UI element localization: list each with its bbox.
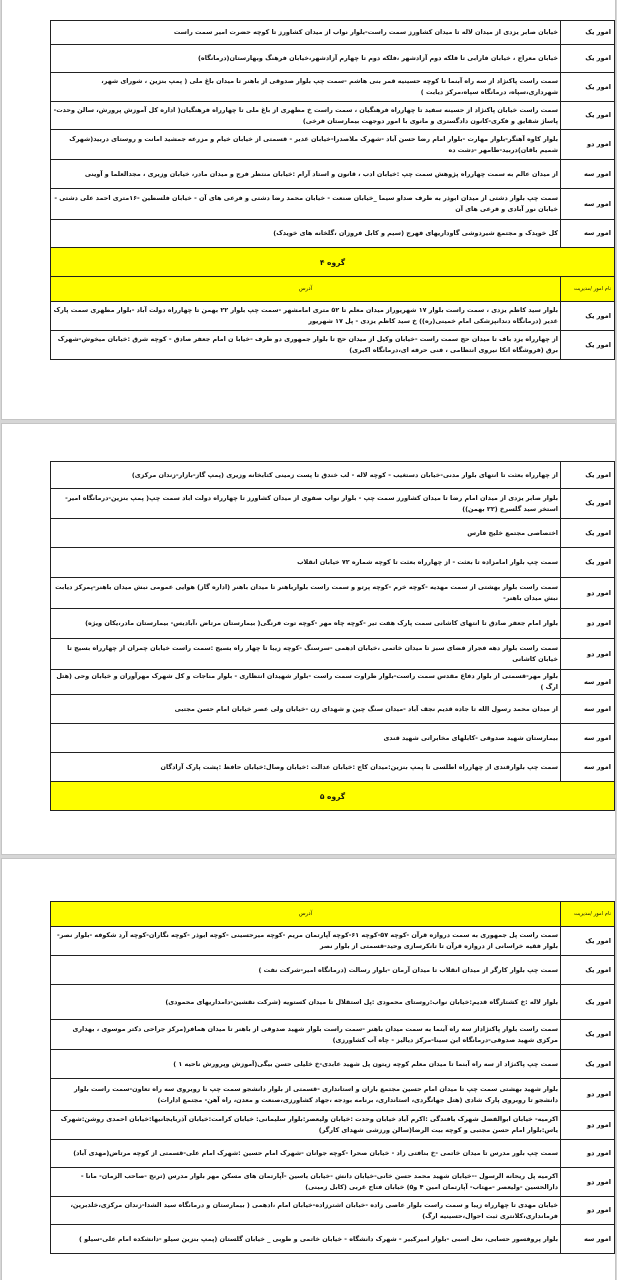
management-cell: امور یک (561, 45, 615, 73)
table-row (51, 1079, 615, 1111)
table-row (51, 578, 615, 609)
address-cell: خیابان معراج ، خیابان فارابی تا فلکه دوم آزادشهر ،فلکه دوم تا چهارم آزادشهر،خیابان فرهنگ وبهارستان(درمانگاه) (51, 45, 561, 73)
management-cell: امور سه (561, 724, 615, 753)
management-cell: امور سه (561, 670, 615, 695)
management-cell: امور دو (561, 1140, 615, 1168)
address-cell: بلوار مهر-قسمتی از بلوار دفاع مقدس سمت راست-بلوار طراوت سمت راست -بلوار شهیدان انتظاری - بلوار مناجات و کل شهرک مهرآوران و خیابان وحی (هتل ارگ ) (51, 670, 561, 695)
management-cell: امور دو (561, 1168, 615, 1197)
group-title: گروه ۵ (51, 782, 615, 811)
table-row (51, 302, 615, 331)
table-row (51, 1050, 615, 1079)
table-row (51, 519, 615, 548)
table-row (51, 102, 615, 130)
table-row (51, 956, 615, 985)
management-cell: امور یک (561, 519, 615, 548)
address-cell: سمت چپ بلوار امامزاده تا بعثت - از چهارراه بعثت تا کوچه شماره ۷۲ خیابان انقلاب (51, 548, 561, 578)
address-cell: سمت راست خیابان پاکنژاد از حسینه سفید تا چهارراه فرهنگیان ، سمت راست خ مطهری از باغ ملی تا چهارراه فرهنگیان( اداره کل آموزش پرورش، سالن وحدت-پاساژ شقایق و فکری-کانون دادگستری و مانوی با امور دوجهت بیمارستان فرخی) (51, 102, 561, 130)
management-cell: امور یک (561, 302, 615, 331)
table-row (51, 639, 615, 670)
address-cell: بلوار پروفسور حسابی، نعل اسبی -بلوار امیرکبیر - شهرک دانشگاه - خیابان خاتمی و طوبی _ خیابان گلستان (پمپ بنزین سیلو -دانشکده امام علی-سیلو ) (51, 1225, 561, 1254)
table-row (51, 1225, 615, 1254)
address-cell: بلوار صابر یزدی از میدان امام رضا تا میدان کشاورز سمت چپ - بلوار نواب صفوی از میدان کشاورز تا چهارراه دولت اباد سمت چپ( پمپ بنزین-درمانگاه امیر-استخر سید گلسرخ (۲۲ بهمن)) (51, 489, 561, 519)
table-row (51, 724, 615, 753)
address-cell: سمت چپ بلوار دشتی از میدان ابوذر به طرف صداو سیما _خیابان صنعت - خیابان محمد رضا دشتی و فرعی های آن - خیابان فلسطین -۱۶متری احمد علی دشتی - خیابان نور آبادی و فرعی های آن (51, 189, 561, 220)
address-cell: بلوار لاله :خ کشتارگاه قدیم:خیابان نواب:روستای محمودی :پل استقلال تا میدان کستویه (شرکت نقشین-دامداریهای محمودی) (51, 985, 561, 1020)
table-row (51, 1197, 615, 1225)
table-row (51, 1168, 615, 1197)
table-row (51, 21, 615, 45)
column-header-management: نام امور /مدیریت (561, 277, 615, 302)
group-title: گروه ۴ (51, 248, 615, 277)
address-cell: از میدان محمد رسول الله تا جاده قدیم نجف آباد -میدان سنگ چین و شهدای زن -خیابان ولی عصر خیابان امام حسن مجتبی (51, 695, 561, 724)
management-cell: امور یک (561, 1050, 615, 1079)
column-header-management: نام امور /مدیریت (561, 902, 615, 927)
address-cell: خیابان مهدی تا چهارراه زیبا و سمت راست بلوار عاصی زاده -خیابان اشترزاده-خیابان امام ،ادهمی ( بیمارستان و درمانگاه سید الشدا-زندان مرکزی،خلدبرین، فرمانداری،کلانتری ثبت احوال،حسینیه ارگ) (51, 1197, 561, 1225)
management-cell: امور دو (561, 1111, 615, 1140)
address-cell: اکرمیه پل ریحانه الرسول --خیابان شهید محمد حسن خانی-خیابان دانش -خیابان یاسین -آپارتمان های مسکن مهر بلوار مدرس (ترنج -صاحب الزمان- مانا - دارالحسین -ولیعصر -مهتاب- آپارتمان امین ۴ و۵) خیابان فتاح غربی (کابل زمینی) (51, 1168, 561, 1197)
management-cell: امور یک (561, 102, 615, 130)
table-row (51, 331, 615, 360)
table-row (51, 45, 615, 73)
address-cell: اکرمیه- خیابان ابوالفضل شهرک بافندگی :اکرم آباد خیابان وحدت :خیابان ولیعصر:بلوار سلیمانی: خیابان کرامت:خیابان آذربایجانیها:خیابان احمدی روشن:شهرک یاس:بلوار امام حسن مجتبی و کوچه بیت الرضا(سالن ورزشی شهدای کارگر) (51, 1111, 561, 1140)
management-cell: امور سه (561, 189, 615, 220)
management-cell: امور دو (561, 639, 615, 670)
address-cell: کل خویدک و مجتمع شیردوشی گاوداریهای فهرج (سیم و کابل فروزان ،گلخانه های خویدک) (51, 220, 561, 248)
management-cell: امور سه (561, 1225, 615, 1254)
management-cell: امور یک (561, 73, 615, 102)
address-cell: سمت راست پاکنژاد از سه راه آبنما تا کوچه حسینیه قمر بنی هاشم -سمت چپ بلوار صدوقی از باهنر تا میدان باغ ملی ( پمپ بنزین ، شورای شهر، شهرداری،سپاه، درمانگاه سپاه،مرکز دیابت ) (51, 73, 561, 102)
address-cell: سمت راست پل جمهوری به سمت دروازه قرآن -کوچه ۵۷-کوچه ۶۱-کوچه آپارتمان مریم -کوچه میرحسینی -کوچه ابوذر -کوچه نگاران-کوچه آرد شکوفه -بلوار نصر- بلوار فقیه خراسانی از دروازه قرآن تا تانکرسازی وحید-قسمتی از بلوار نصر (51, 927, 561, 956)
table-row (51, 985, 615, 1020)
address-cell: سمت راست بلوار دهه فجراز فضای سبز تا میدان خاتمی ،خیابان ادهمی -سرسنگ -کوچه زیبا تا چهار راه بسیج :سمت راست خیابان چمران از چهارراه بسیج تا خیابان کاشانی (51, 639, 561, 670)
table-row (51, 609, 615, 639)
management-cell: امور سه (561, 695, 615, 724)
outage-table-page-3 (50, 901, 615, 1254)
management-cell: امور یک (561, 985, 615, 1020)
address-cell: سمت راست بلوار بهشتی از سمت مهدیه -کوچه خرم -کوچه پرتو و سمت راست بلوارباهنر تا میدان باهنر (اداره گاز) هوایی عمومی نبش میدان باهنر-پمرکز دیابت نبش میدان باهنر- (51, 578, 561, 609)
address-cell: از میدان عالم به سمت چهارراه پژوهش سمت چپ :خیابان ادب ، قانون و استاد آرام :خیابان منتظر فرج و میدان مادر، خیابان وزیری ، مجدالعلما و آوینی (51, 160, 561, 189)
address-cell: از چهارراه یزد باف تا میدان حج سمت راست -خیابان وکیل از میدان حج تا بلوار جمهوری دو طرف -خیابا ن امام جعفر صادق - کوچه شرق :خیابان میخوش-شهرک برق (فروشگاه اتکا نیروی انتظامی ، فنی حرفه ای،درمانگاه اکبری) (51, 331, 561, 360)
document-page-3 (1, 858, 616, 1280)
management-cell: امور دو (561, 1197, 615, 1225)
address-cell: سمت چپ بلور مدرس تا میدان خاتمی -خ بنافتی زاد - خیابان صحرا -کوچه جوانان -شهرک امام حسین :شهرک امام علی-قسمتی از کوچه مرتاض(مهدی آباد) (51, 1140, 561, 1168)
management-cell: امور یک (561, 548, 615, 578)
management-cell: امور دو (561, 1079, 615, 1111)
table-row (51, 695, 615, 724)
outage-table-page-2 (50, 461, 615, 811)
address-cell: سمت چپ بلوارقندی از چهارراه اطلسی تا پمپ بنزین:میدان کاج :خیابان عدالت :خیابان وصال:خیابان حافظ :پشت پارک آزادگان (51, 753, 561, 782)
management-cell: امور یک (561, 927, 615, 956)
address-cell: بلوار شهید بهشتی سمت چپ تا میدان امام حسین مجتمع باران و استانداری -قسمتی از بلوار دانشجو سمت چپ تا روبروی سه راه تعاون-سمت راست بلوار دانشجو تا روبروی پارک شادی (هتل جهانگردی، استانداری، برنامه بودجه ،جهاد کشاورزی،صنعت و معدن، راه آهن- مجتمع ادارات) (51, 1079, 561, 1111)
management-cell: امور دو (561, 130, 615, 160)
management-cell: امور یک (561, 1020, 615, 1050)
address-cell: اختصاصی مجتمع خلیج فارس (51, 519, 561, 548)
table-row (51, 1140, 615, 1168)
table-row (51, 753, 615, 782)
address-cell: خیابان صابر یزدی از میدان لاله تا میدان کشاورز سمت راست-بلوار نواب از میدان کشاورز تا کوچه حضرت امیر سمت راست (51, 21, 561, 45)
table-row (51, 130, 615, 160)
outage-table-page-1 (50, 20, 615, 360)
address-cell: بلوار امام جعفر صادق تا انتهای کاشانی سمت پارک هفت تیر -کوچه چاه مهر -کوچه توت فرنگی( بیمارستان مرتاض ،آبادیس- بیمارستان مادر،یکان ویژه) (51, 609, 561, 639)
address-cell: بلوار کاوه آهنگر-بلوار مهارت -بلوار امام رضا حسن آباد -شهرک ملاصدرا-خیابان غدیر - قسمتی از خیابان خیام و مزرعه جمشید امانت و روستای دربید(شهرک شمیم باقان)دربید-طامهر -دشت ده (51, 130, 561, 160)
address-cell: سمت چپ پاکنژاد از سه راه آبنما تا میدان معلم کوچه زیتون پل شهید عابدی-خ خلیلی حسن بیگی(آموزش وپرورش ناحیه ۱ ) (51, 1050, 561, 1079)
management-cell: امور یک (561, 462, 615, 489)
address-cell: بیمارستان شهید صدوقی -کابلهای مخابراتی شهید قندی (51, 724, 561, 753)
address-cell: از چهارراه بعثت تا انتهای بلوار مدنی-خیابان دستغیب - کوچه لاله - لب خندق تا پست زمینی کتابخانه وزیری (پمپ گاز-بازار-زندان مرکزی) (51, 462, 561, 489)
document-page-1 (1, 0, 616, 420)
table-row (51, 489, 615, 519)
table-row (51, 1020, 615, 1050)
column-header-row (51, 902, 615, 927)
management-cell: امور دو (561, 578, 615, 609)
table-row (51, 73, 615, 102)
address-cell: سمت راست بلوار پاکنژاداز سه راه آبنما به سمت میدان باهنر -سمت راست بلوار شهید صدوقی از باهنر تا میدان همافر(مرکز جراحی دکتر موسوی ، بهداری مرکزی شهید صدوقی-درمانگاه ابن سینا-مرکز دیالیز - چاه آب کشاورزی) (51, 1020, 561, 1050)
management-cell: امور یک (561, 489, 615, 519)
table-row (51, 189, 615, 220)
group-header-row (51, 782, 615, 811)
management-cell: امور سه (561, 220, 615, 248)
table-row (51, 462, 615, 489)
table-row (51, 548, 615, 578)
management-cell: امور یک (561, 331, 615, 360)
management-cell: امور دو (561, 609, 615, 639)
group-header-row (51, 248, 615, 277)
column-header-row (51, 277, 615, 302)
table-row (51, 160, 615, 189)
address-cell: سمت چپ بلوار کارگر از میدان انقلاب تا میدان آرمان -بلوار رسالت (درمانگاه امیر-شرکت نفت ) (51, 956, 561, 985)
column-header-address: آدرس (51, 277, 561, 302)
management-cell: امور سه (561, 160, 615, 189)
management-cell: امور یک (561, 21, 615, 45)
table-row (51, 1111, 615, 1140)
table-row (51, 670, 615, 695)
management-cell: امور سه (561, 753, 615, 782)
management-cell: امور یک (561, 956, 615, 985)
address-cell: بلوار سید کاظم یزدی ، سمت راست بلوار ۱۷ شهریوراز میدان معلم تا ۵۲ متری امامشهر -سمت چپ بلوار ۲۲ بهمن تا چهارراه دولت آباد -بلوار مطهری سمت پارک غدیر (درمانگاه دندانپزشکی امام خمینی(ره)) خ سید کاظم یزدی - پل ۱۷ شهریور (51, 302, 561, 331)
table-row (51, 220, 615, 248)
table-row (51, 927, 615, 956)
column-header-address: آدرس (51, 902, 561, 927)
document-page-2 (1, 423, 616, 855)
